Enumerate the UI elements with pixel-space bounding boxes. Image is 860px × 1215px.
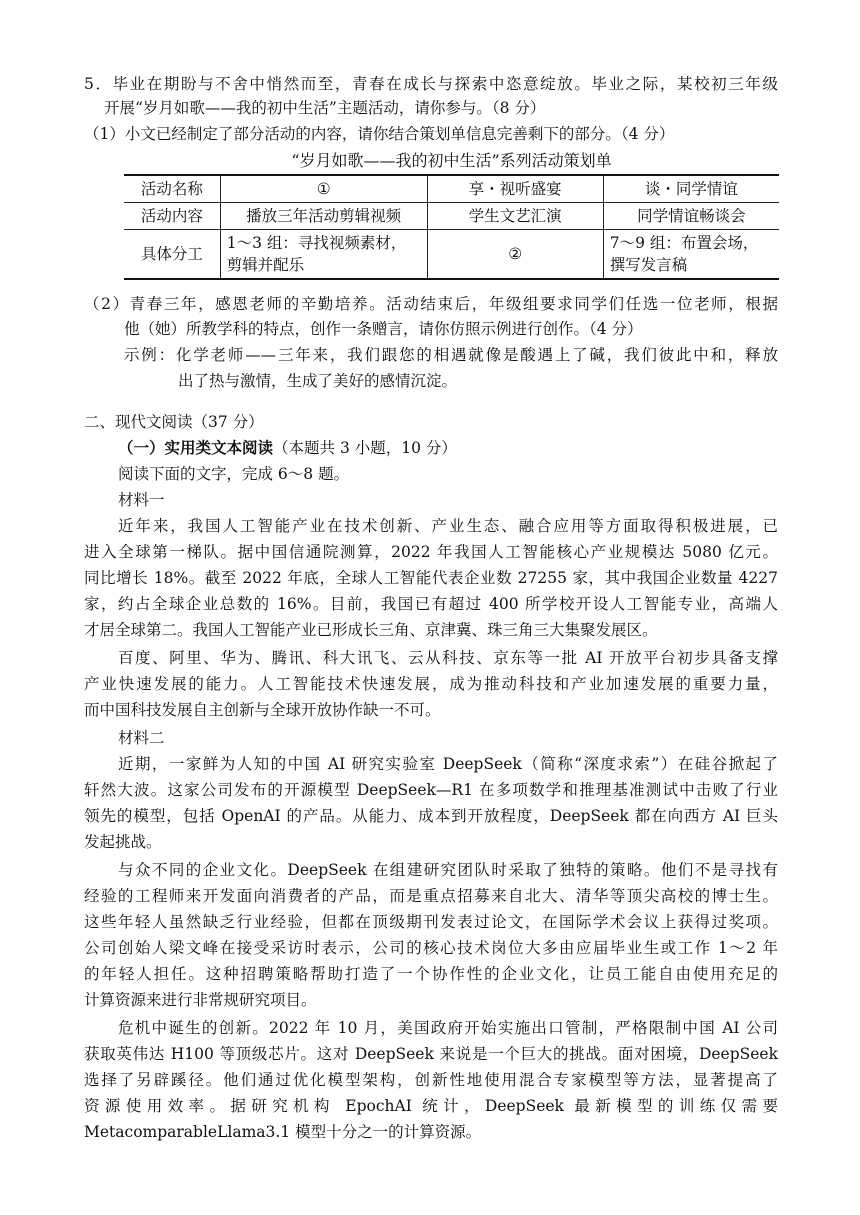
m2c-line: 危机中诞生的创新。2022 年 10 月，美国政府开始实施出口管制，严格限制中国 AI 公司: [118, 1019, 778, 1037]
table-row: [124, 175, 779, 203]
m2a-line: 近期，一家鲜为人知的中国 AI 研究实验室 DeepSeek（简称“深度求索”）在硅谷掀起了: [118, 755, 778, 773]
part1-heading-rest: （本题共 3 小题，10 分）: [273, 439, 457, 457]
table-row: [124, 203, 779, 230]
m1-line: 家，约占全球企业总数的 16%。目前，我国已有超过 400 所学校开设人工智能专业，高端人: [84, 595, 778, 613]
m2a-line: 发起挑战。: [84, 833, 162, 851]
m1b-line: 而中国科技发展自主创新与全球开放协作缺一不可。: [84, 701, 441, 719]
m2a-line: 领先的模型，包括 OpenAI 的产品。从能力、成本到开放程度，DeepSeek 都在向西方 AI 巨头: [84, 807, 778, 825]
table-cell: 活动名称: [124, 175, 220, 203]
reading-instruction: 阅读下面的文字，完成 6～8 题。: [118, 465, 350, 483]
m2b-line: 与众不同的企业文化。DeepSeek 在组建研究团队时采取了独特的策略。他们不是寻找有: [118, 861, 778, 879]
table-cell: 活动内容: [124, 203, 220, 230]
table-cell: 谈・同学情谊: [603, 175, 779, 203]
table-row: [124, 230, 779, 280]
m2c-line: 选择了另辟蹊径。他们通过优化模型架构，创新性地使用混合专家模型等方法，显著提高了: [84, 1071, 778, 1089]
q5-sub2-line-2: 他（她）所教学科的特点，创作一条赠言，请你仿照示例进行创作。（4 分）: [124, 320, 643, 338]
table-cell: 具体分工: [124, 230, 220, 280]
m2b-line: 经验的工程师来开发面向消费者的产品，而是重点招募来自北大、清华等顶尖高校的博士生。: [84, 887, 778, 905]
m1-line: 才居全球第二。我国人工智能产业已形成长三角、京津冀、珠三角三大集聚发展区。: [84, 621, 658, 639]
q5-sub1: （1）小文已经制定了部分活动的内容，请你结合策划单信息完善剩下的部分。（4 分）: [84, 125, 675, 143]
q5-stem-line-2: 开展“岁月如歌——我的初中生活”主题活动，请你参与。（8 分）: [104, 99, 546, 117]
cell-line: 撰写发言稿: [609, 256, 688, 274]
part1-heading-bold: （一）实用类文本阅读: [118, 438, 274, 457]
cell-line: 1～3 组：寻找视频素材，: [226, 234, 407, 252]
activity-plan-table: [124, 150, 779, 280]
m2a-line: 轩然大波。这家公司发布的开源模型 DeepSeek—R1 在多项数学和推理基准测试中击败了行业: [84, 781, 778, 799]
m2c-line: 获取英伟达 H100 等顶级芯片。这对 DeepSeek 来说是一个巨大的挑战。面对困境，DeepSeek: [84, 1045, 778, 1063]
m1-line: 同比增长 18%。截至 2022 年底，全球人工智能代表企业数 27255 家，其中我国企业数量 4227: [84, 569, 778, 587]
table-caption: “岁月如歌——我的初中生活”系列活动策划单: [291, 151, 612, 170]
table-cell: [603, 230, 779, 280]
m2b-line: 公司创始人梁文峰在接受采访时表示，公司的核心技术岗位大多由应届毕业生或工作 1～2 年: [84, 939, 778, 957]
m1-line: 进入全球第一梯队。据中国信通院测算，2022 年我国人工智能核心产业规模达 5080 亿元。: [84, 543, 778, 561]
q5-sub2-line-1: （2）青春三年，感恩老师的辛勤培养。活动结束后，年级组要求同学们任选一位老师，根据: [84, 295, 778, 313]
q5-stem-line-1: 5．毕业在期盼与不舍中悄然而至，青春在成长与探索中恣意绽放。毕业之际，某校初三年级: [84, 75, 778, 93]
section-title: 二、现代文阅读（37 分）: [84, 413, 264, 431]
table-cell: ②: [427, 230, 603, 280]
example-line-2: 出了热与激情，生成了美好的感情沉淀。: [178, 372, 458, 390]
m2b-line: 的年轻人担任。这种招聘策略帮助打造了一个协作性的企业文化，让员工能自由使用充足的: [84, 965, 778, 983]
material-1-title: 材料一: [118, 491, 165, 509]
m1-line: 近年来，我国人工智能产业在技术创新、产业生态、融合应用等方面取得积极进展，已: [118, 517, 778, 535]
m1b-line: 产业快速发展的能力。人工智能技术快速发展，成为推动科技和产业加速发展的重要力量，: [84, 675, 778, 693]
cell-line: 剪辑并配乐: [226, 256, 305, 274]
table-cell: ①: [220, 175, 427, 203]
table-cell: 享・视听盛宴: [427, 175, 603, 203]
m1b-line: 百度、阿里、华为、腾讯、科大讯飞、云从科技、京东等一批 AI 开放平台初步具备支撑: [118, 649, 778, 667]
m2c-line: MetacomparableLlama3.1 模型十分之一的计算资源。: [84, 1123, 482, 1141]
material-2-title: 材料二: [118, 729, 165, 747]
cell-line: 7～9 组：布置会场，: [609, 234, 759, 252]
m2b-line: 计算资源来进行非常规研究项目。: [84, 991, 317, 1009]
example-line-1: 示例：化学老师——三年来，我们跟您的相遇就像是酸遇上了碱，我们彼此中和，释放: [124, 346, 778, 364]
table-cell: 播放三年活动剪辑视频: [220, 203, 427, 230]
table-cell: 学生文艺汇演: [427, 203, 603, 230]
table-cell: 同学情谊畅谈会: [603, 203, 779, 230]
part1-heading: [118, 436, 457, 460]
m2c-line: 资源使用效率。据研究机构 EpochAI 统计，DeepSeek 最新模型的训练仅需要: [84, 1097, 778, 1115]
table-cell: [220, 230, 427, 280]
m2b-line: 这些年轻人虽然缺乏行业经验，但都在顶级期刊发表过论文，在国际学术会议上获得过奖项。: [84, 913, 778, 931]
